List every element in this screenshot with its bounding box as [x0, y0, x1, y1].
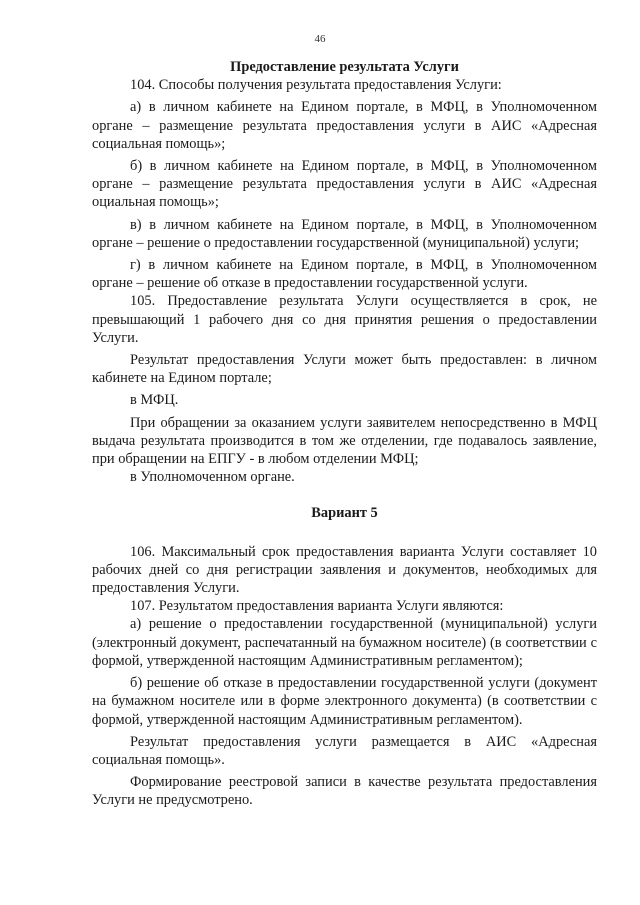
paragraph-107-a: а) решение о предоставлении государственной (муниципальной) услуги (электронный документ, распечатанный на бумажном носителе) (в соответствии с формой, утвержденной настоящим Административным регламентом); — [92, 616, 597, 669]
paragraph-104: 104. Способы получения результата предоставления Услуги: — [130, 77, 502, 94]
paragraph-107-registry: Формирование реестровой записи в качестве результата предоставления Услуги не предусмотрено. — [92, 774, 597, 809]
paragraph-104-a: а) в личном кабинете на Едином портале, в МФЦ, в Уполномоченном органе – размещение результата предоставления услуги в АИС «Адресная социальная помощь»; — [92, 99, 597, 152]
paragraph-104-g: г) в личном кабинете на Едином портале, в МФЦ, в Уполномоченном органе – решение об отказе в предоставлении государственной услуги. — [92, 257, 597, 292]
paragraph-105-authority: в Уполномоченном органе. — [130, 469, 295, 486]
section-heading-result: Предоставление результата Услуги — [230, 59, 459, 75]
paragraph-107: 107. Результатом предоставления варианта Услуги являются: — [130, 598, 504, 615]
section-heading-variant-5: Вариант 5 — [311, 505, 378, 522]
paragraph-107-b: б) решение об отказе в предоставлении государственной услуги (документ на бумажном носителе или в форме электронного документа) (в соответствии с формой, утвержденной настоящим Административным регламентом). — [92, 675, 597, 728]
document-body — [92, 58, 597, 810]
paragraph-105: 105. Предоставление результата Услуги осуществляется в срок, не превышающий 1 рабочего дня со дня принятия решения о предоставлении Услуги. — [92, 293, 597, 346]
paragraph-104-v: в) в личном кабинете на Едином портале, в МФЦ, в Уполномоченном органе – решение о предоставлении государственной (муниципальной) услуги; — [92, 216, 597, 251]
paragraph-104-b: б) в личном кабинете на Едином портале, в МФЦ, в Уполномоченном органе – размещение результата предоставления услуги в АИС «Адресная оциальная помощь»; — [92, 158, 597, 211]
paragraph-105-mfc: в МФЦ. — [130, 392, 179, 409]
paragraph-107-result: Результат предоставления услуги размещается в АИС «Адресная социальная помощь». — [92, 733, 597, 768]
paragraph-106: 106. Максимальный срок предоставления варианта Услуги составляет 10 рабочих дней со дня регистрации заявления и документов, необходимых для предоставления Услуги. — [92, 543, 597, 597]
paragraph-105-result: Результат предоставления Услуги может быть предоставлен: в личном кабинете на Едином портале; — [92, 352, 597, 387]
page-number: 46 — [314, 33, 326, 45]
paragraph-105-mfc-detail: При обращении за оказанием услуги заявителем непосредственно в МФЦ выдача результата производится в том же отделении, где подавалось заявление, при обращении на ЕПГУ - в любом отделении МФЦ; — [92, 414, 597, 468]
